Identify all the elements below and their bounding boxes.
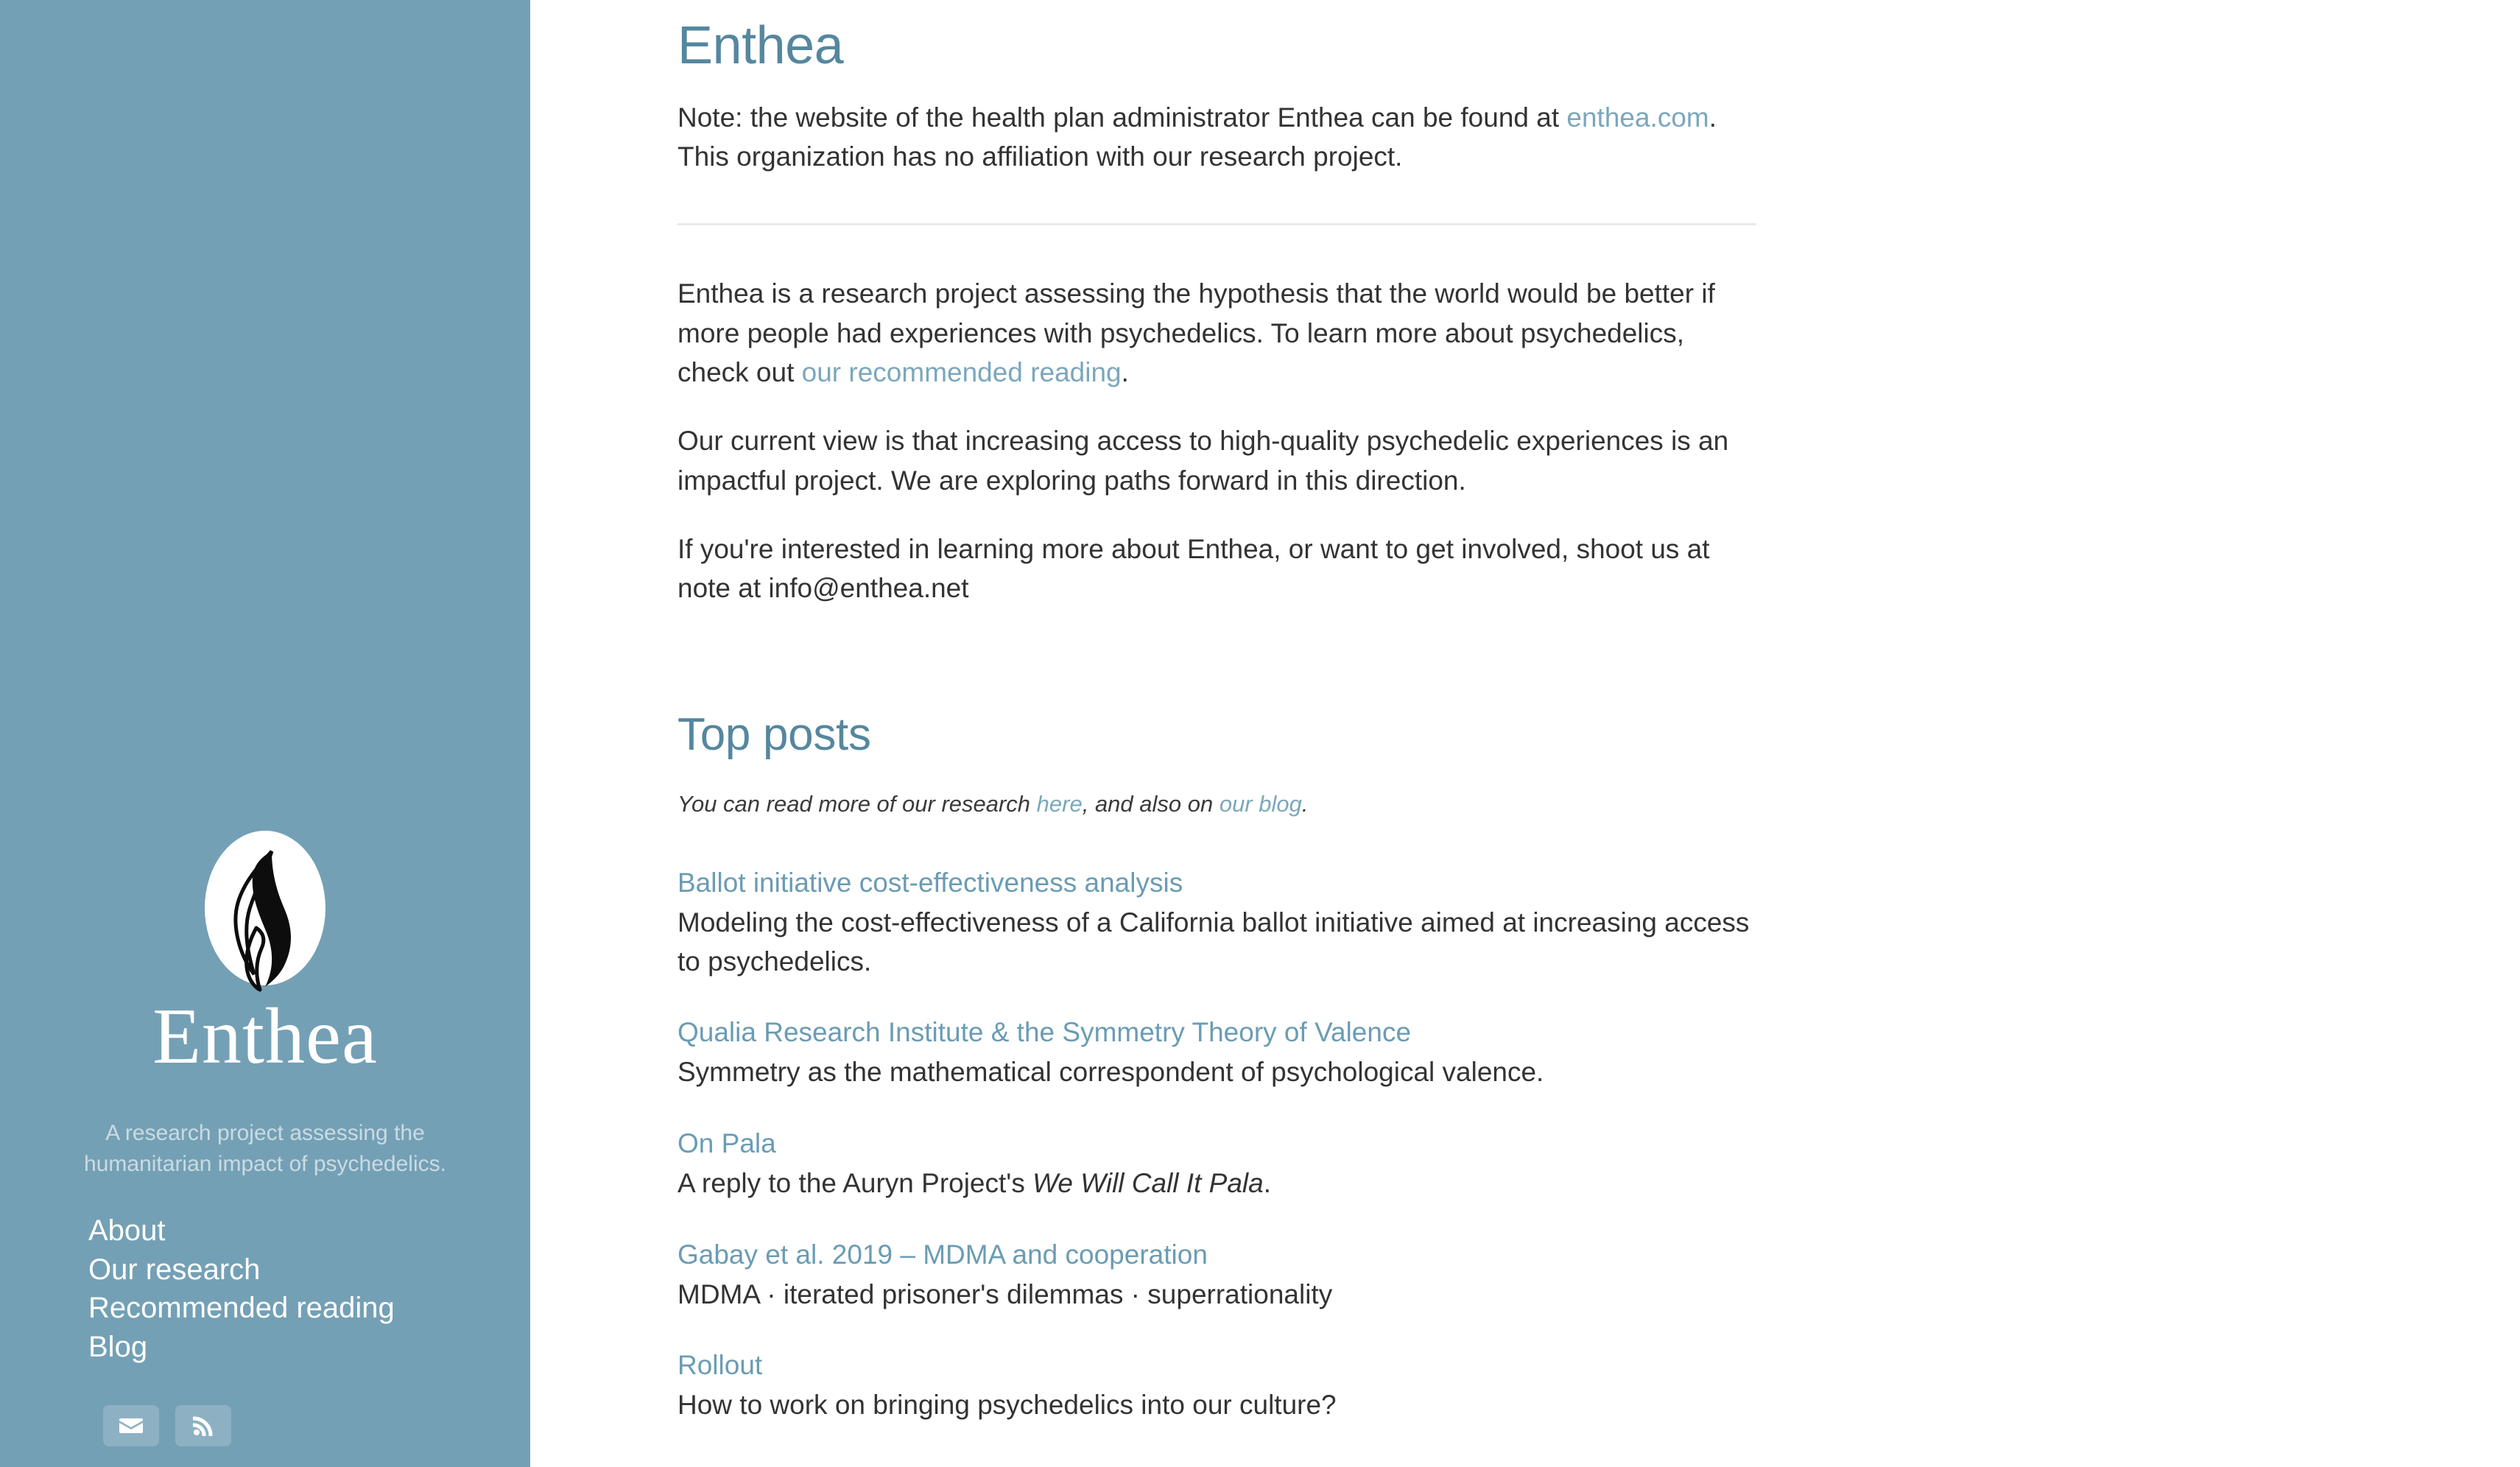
affiliation-note xyxy=(677,98,1760,177)
social-links xyxy=(88,1405,471,1446)
our-blog-link[interactable]: our blog xyxy=(1219,790,1302,817)
post-description: Modeling the cost-effectiveness of a California ballot initiative aimed at increasing access to psychedelics. xyxy=(677,907,1750,977)
enthea-com-link[interactable]: enthea.com xyxy=(1566,102,1709,133)
sidebar xyxy=(0,0,530,1467)
read-more-part2: , and also on xyxy=(1082,790,1219,817)
main-content xyxy=(530,0,2520,1467)
post-link-qualia-research-institute[interactable]: Qualia Research Institute & the Symmetry Theory of Valence xyxy=(677,1017,1412,1048)
list-item xyxy=(677,1015,1760,1092)
post-desc-title: We Will Call It Pala xyxy=(1032,1168,1264,1198)
recommended-reading-link[interactable]: our recommended reading xyxy=(801,357,1122,388)
intro-paragraph xyxy=(677,274,1760,392)
page-title: Enthea xyxy=(677,16,844,75)
sidebar-item-about[interactable]: About xyxy=(88,1214,166,1247)
list-item xyxy=(677,865,1760,981)
sidebar-nav xyxy=(88,1211,471,1367)
sidebar-item-our-research[interactable]: Our research xyxy=(88,1253,261,1286)
intro-text-after: . xyxy=(1121,357,1129,388)
section-divider xyxy=(677,223,1756,225)
post-description xyxy=(677,1164,1760,1203)
intro-text-before: Enthea is a research project assessing the hypothesis that the world would be better if more people had experiences with psychedelics. To learn more about psychedelics, check out xyxy=(677,278,1715,388)
rss-icon xyxy=(193,1415,214,1436)
flame-logo-icon xyxy=(195,823,335,993)
content-column xyxy=(677,0,1760,1425)
post-description: How to work on bringing psychedelics into our culture? xyxy=(677,1390,1337,1421)
current-view-paragraph: Our current view is that increasing access to high-quality psychedelic experiences is an impactful project. We are exploring paths forward in this direction. xyxy=(677,426,1729,496)
list-item xyxy=(677,1126,1760,1203)
post-link-gabay-2019[interactable]: Gabay et al. 2019 – MDMA and cooperation xyxy=(677,1239,1208,1270)
sidebar-item-blog[interactable]: Blog xyxy=(88,1331,148,1364)
note-text-after: . This organization has no affiliation with our research project. xyxy=(677,102,1717,172)
post-link-rollout[interactable]: Rollout xyxy=(677,1350,763,1381)
sidebar-tagline: A research project assessing the humanitarian impact of psychedelics. xyxy=(84,1120,446,1177)
post-description: MDMA · iterated prisoner's dilemmas · superrationality xyxy=(677,1278,1333,1309)
post-desc-after: . xyxy=(1263,1168,1271,1198)
read-more-part1: You can read more of our research xyxy=(677,790,1037,817)
sidebar-item-recommended-reading[interactable]: Recommended reading xyxy=(88,1292,395,1325)
post-description: Symmetry as the mathematical correspondent of psychological valence. xyxy=(677,1057,1544,1088)
sidebar-inner xyxy=(0,823,530,1467)
brand-wordmark: Enthea xyxy=(152,992,378,1080)
list-item xyxy=(677,1348,1760,1425)
research-here-link[interactable]: here xyxy=(1036,790,1083,817)
read-more-part3: . xyxy=(1301,790,1309,817)
post-link-ballot-initiative[interactable]: Ballot initiative cost-effectiveness analysis xyxy=(677,868,1183,898)
post-desc-before: A reply to the Auryn Project's xyxy=(677,1168,1033,1198)
post-link-on-pala[interactable]: On Pala xyxy=(677,1127,776,1158)
contact-paragraph: If you're interested in learning more about Enthea, or want to get involved, shoot us at note at info@enthea.net xyxy=(677,533,1710,604)
email-button[interactable] xyxy=(103,1405,159,1446)
envelope-icon xyxy=(119,1417,143,1435)
rss-button[interactable] xyxy=(175,1405,231,1446)
read-more-note xyxy=(677,788,1760,820)
list-item xyxy=(677,1237,1760,1315)
note-text-before: Note: the website of the health plan administrator Enthea can be found at xyxy=(677,102,1567,133)
top-posts-heading: Top posts xyxy=(677,709,871,761)
section-spacer xyxy=(677,637,1760,708)
